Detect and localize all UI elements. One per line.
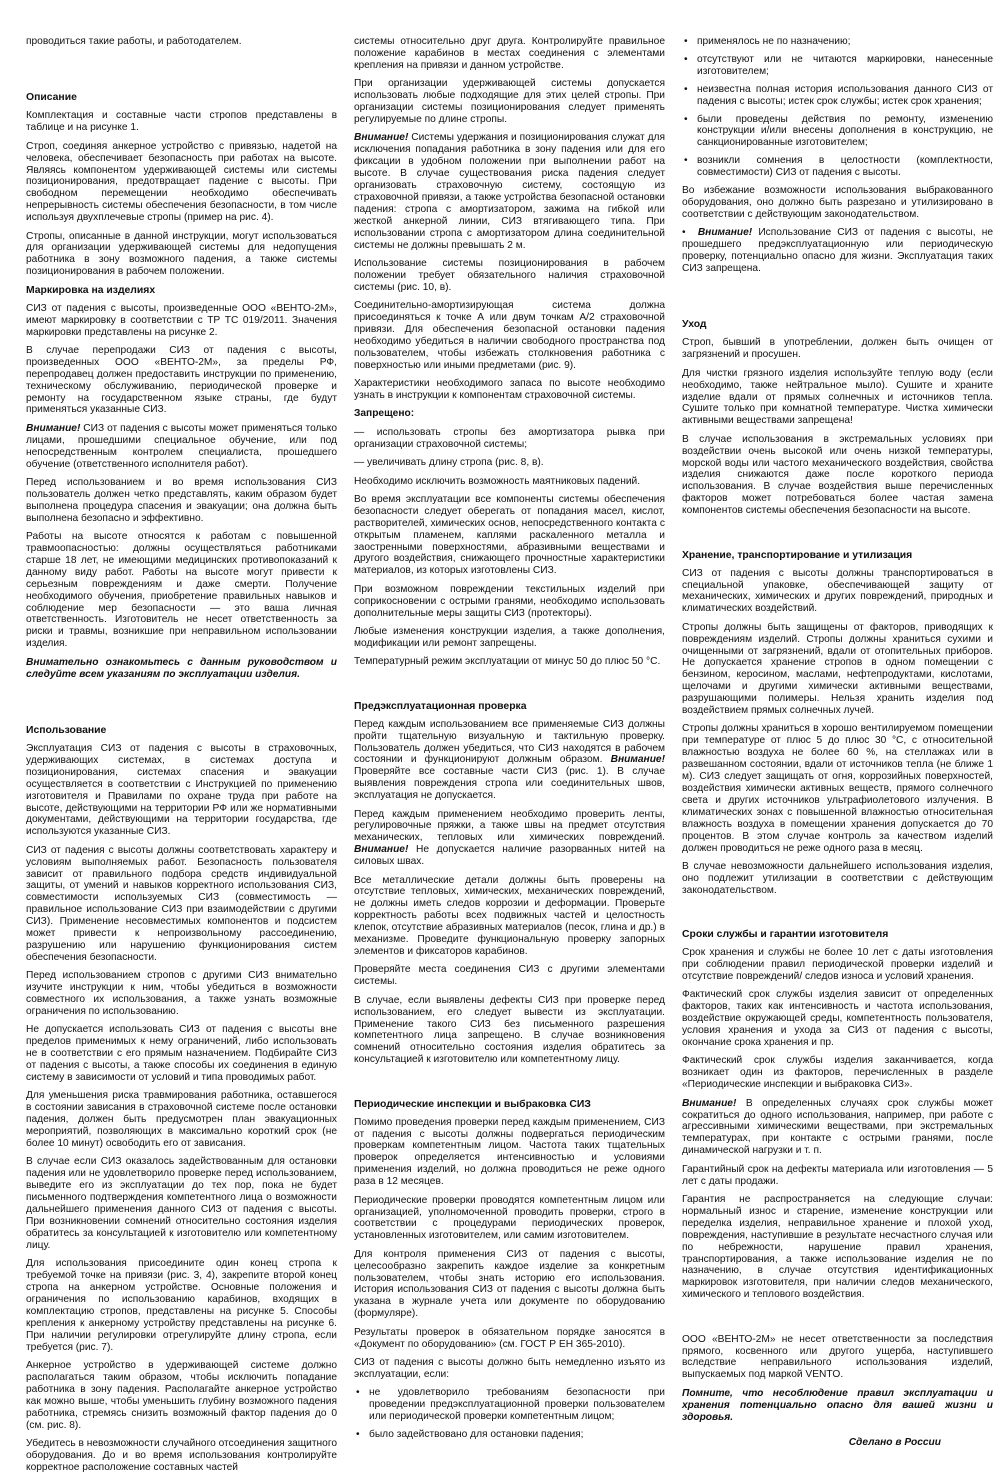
paragraph: Для контроля применения СИЗ от падения с высоты, целесообразно закрепить каждое изделие за конкретным пользователем, чтобы знать историю его использования. История использования СИЗ от падения с высоты должна быть указана в журнале учета или документе по оборудованию (формуляре). — [354, 1248, 665, 1320]
warning-text: Системы удержания и позиционирования служат для исключения попадания работника в зону падения или для его фиксации в удобном положении при выполнении работ на высоте. В случае существования риска падения следует организовать страховочную систему, состоящую из страховочной привязи, а также устройства безопасной остановки падения: стропа с амортизатором, зажима на гибкой или жесткой анкерной линии, СИЗ втягивающего типа. При использовании стропа с амортизатором длина соединительной системы не должны превышать 2 м. — [354, 132, 665, 251]
intro-text: проводиться такие работы, и работодателем. — [26, 36, 242, 47]
paragraph: В случае перепродажи СИЗ от падения с высоты, произведенных ООО «ВЕНТО-2М», за пределы РФ, перепродавец должен предоставить инструкции по применению, техническому обслуживанию, периодической проверке и ремонту на государственном языке страны, где будут применяться указанные СИЗ. — [26, 344, 337, 416]
paragraph: Строп, соединяя анкерное устройство с привязью, надетой на человека, обеспечивает безопасность при работах на высоте. Являясь компонентом удерживающей системы или системы позиционирования, предотвращает падение с высоты. При свободном перемещении необходимо обеспечивать непрерывность системы обеспечения безопасности, в том числе используя двухплечевые стропы (пример на рис. 4). — [26, 140, 337, 224]
paragraph: В случае использования в экстремальных условиях при воздействии очень высокой или очень низкой температуры, морской воды или частого механического воздействия, свойства изделия снижаются даже после короткого периода использования. В случае воздействия выше перечисленных факторов может потребоваться более частая замена компонентов системы обеспечения безопасности на высоте. — [682, 433, 993, 517]
safety-reminder: Помните, что несоблюдение правил эксплуатации и хранения потенциально опасно для вашей жизни и здоровья. — [682, 1387, 993, 1423]
warning-label: Внимание! — [697, 227, 753, 239]
paragraph: Результаты проверок в обязательном порядке заносятся в «Документ по оборудованию» (см. ГОСТ Р ЕН 365-2010). — [354, 1326, 665, 1350]
paragraph: системы относительно друг друга. Контролируйте правильное положение карабинов в местах соединения с элементами крепления на привязи и данном устройстве. — [354, 36, 665, 71]
paragraph: Все металлические детали должны быть проверены на отсутствие тепловых, химических, механических повреждений, не должны иметь следов коррозии и деформации. Проверьте корректность работы всех подвижных частей и целостность клепок, отсутствие абразивных материалов (песок, глина и др.) в механизме. Проведите функциональную проверку запорных элементов и фиксаторов карабинов. — [354, 874, 665, 957]
paragraph: Перед использованием и во время использования СИЗ пользователь должен четко представлять, каким образом будет выполнена процедура спасения и эвакуации; она должна быть выполнена безопасно и эффективно. — [26, 476, 337, 524]
list-item: • были проведены действия по ремонту, изменению конструкции и/или внесены дополнения в конструкцию, не санкционированные изготовителем; — [682, 114, 993, 150]
list-item: • отсутствуют или не читаются маркировки, нанесенные изготовителем; — [682, 54, 993, 78]
paragraph: Комплектация и составные части стропов представлены в таблице и на рисунке 1. — [26, 110, 337, 134]
list-item: • неизвестна полная история использования данного СИЗ от падения с высоты; истек срок службы; истек срок хранения; — [682, 84, 993, 108]
paragraph: Эксплуатация СИЗ от падения с высоты в страховочных, удерживающих системах, в системах доступа и позиционирования, системах спасения и эвакуации осуществляется в соответствии с Инструкцией по применению изготовителя и Правилами по охране труда при работе на высоте, действующими на территории РФ или же нормативными документами, действующими на территории государства, где используются указанные СИЗ. — [26, 742, 337, 838]
heading-storage: Хранение, транспортирование и утилизация — [682, 549, 913, 561]
heading-care: Уход — [682, 319, 707, 331]
paragraph: Убедитесь в невозможности случайного отсоединения защитного оборудования. До и во время использования контролируйте корректное расположение составных частей — [26, 1437, 337, 1473]
paragraph: — использовать стропы без амортизатора рывка при организации страховочной системы; — [354, 426, 665, 450]
paragraph: Фактический срок службы изделия заканчивается, когда возникает один из факторов, перечисленных в разделе «Периодические инспекции и выбраковка СИЗ». — [682, 1055, 993, 1091]
warning-label: Внимание! — [682, 1097, 737, 1109]
paragraph: Во избежание возможности использования выбракованного оборудования, оно должно быть разрезано и утилизировано в соответствии с действующим законодательством. — [682, 185, 993, 220]
paragraph: Для использования присоедините один конец стропа к требуемой точке на привязи (рис. 3, 4), закрепите второй конец стропа на анкерном устройстве. Основные положения и ограничения по использованию карабинов, входящих в комплектацию стропов, представлены на рисунке 5. Способы крепления к анкерному устройству представлены на рисунке 6. При наличии регулировки отрегулируйте длину стропа, если требуется (рис. 7). — [26, 1258, 337, 1353]
warning-label: Внимание! — [610, 754, 665, 766]
warning-text: Использование СИЗ от падения с высоты, не прошедшего предэксплуатационную или периодическую проверку, потенциально опасно для жизни. Эксплуатация таких СИЗ запрещена. — [682, 227, 993, 274]
warning-label: Внимание! — [26, 422, 81, 434]
paragraph: В случае невозможности дальнейшего использования изделия, оно подлежит утилизации в соответствии с действующим законодательством. — [682, 860, 993, 896]
heading-description: Описание — [26, 92, 77, 104]
warning-paragraph — [682, 1098, 993, 1158]
warning-label: Внимание! — [354, 844, 409, 856]
paragraph — [354, 809, 665, 869]
paragraph: Характеристики необходимого запаса по высоте необходимо узнать в инструкции к компонентам страховочной системы. — [354, 378, 665, 401]
heading-usage: Использование — [26, 724, 107, 736]
paragraph: Любые изменения конструкции изделия, а также дополнения, модификации или ремонт запрещены. — [354, 625, 665, 649]
text-part: Перед каждым использованием все применяемые СИЗ должны пройти тщательную визуальную и тактильную проверку. Пользователь должен убедиться, что СИЗ находятся в рабочем состоянии и функционируют должным образом. — [354, 718, 665, 766]
paragraph: СИЗ от падения с высоты должны транспортироваться в специальной упаковке, обеспечивающей защиту от механических, химических и других повреждений, природных и климатических воздействий. — [682, 567, 993, 615]
column-3 — [682, 36, 993, 1449]
paragraph: Периодические проверки проводятся компетентным лицом или организацией, уполномоченной проводить проверки, строго в соответствии с процедурами периодических проверок, установленных изготовителем, или самим изготовителем. — [354, 1194, 665, 1242]
heading-service-life: Сроки службы и гарантии изготовителя — [682, 929, 889, 941]
paragraph: Гарантийный срок на дефекты материала или изготовления — 5 лет с даты продажи. — [682, 1163, 993, 1187]
heading-pre-use-check: Предэксплуатационная проверка — [354, 700, 527, 712]
paragraph: Гарантия не распространяется на следующие случаи: нормальный износ и старение, изменение конструкции или переделка изделия, неправильное хранение и плохой уход, повреждения, наступившие в результате несчастного случая или по небрежности, нарушение правил хранения, транспортирования, а также использование изделия не по назначению, в случае отсутствия идентификационных маркировок изготовителя, при наличии следов механического, химического и теплового воздействия. — [682, 1193, 993, 1301]
paragraph: Использование системы позиционирования в рабочем положении требует обязательного наличия страховочной системы (рис. 10, в). — [354, 257, 665, 293]
paragraph: СИЗ от падения с высоты должно быть немедленно изъято из эксплуатации, если: — [354, 1356, 665, 1380]
heading-periodic-inspection: Периодические инспекции и выбраковка СИЗ — [354, 1098, 591, 1110]
paragraph: Перед использованием стропов с другими СИЗ внимательно изучите инструкции к ним, чтобы убедиться в возможности совместного их использования, а также узнать возможные ограничения по использованию. — [26, 970, 337, 1017]
text-part: Перед каждым применением необходимо проверить ленты, регулировочные пряжки, а также швы на предмет отсутствия механических, тепловых или химических повреждений. — [354, 808, 665, 844]
paragraph: При возможном повреждении текстильных изделий при соприкосновении с острыми гранями, необходимо использовать дополнительные меры защиты СИЗ (протекторы). — [354, 583, 665, 619]
paragraph: Для уменьшения риска травмирования работника, оставшегося в состоянии зависания в страховочной системе после остановки падения, должен быть предусмотрен план эвакуационных мероприятий, позволяющих в максимально короткий срок (не более 10 минут) освободить его от зависания. — [26, 1090, 337, 1150]
list-item: • не удовлетворило требованиям безопасности при проведении предэксплуатационной проверки пользователем или периодической проверки компетентным лицом; — [354, 1387, 665, 1423]
paragraph: Срок хранения и службы не более 10 лет с даты изготовления при соблюдении правил периодической проверки изделий и отсутствие повреждений/ следов износа и условий хранения. — [682, 947, 993, 982]
warning-text: СИЗ от падения с высоты может применяться только лицами, прошедшими специальное обучение, или под непосредственным контролем специалиста, прошедшего обучение (ответственного исполнителя работ). — [26, 422, 337, 470]
paragraph: Помимо проведения проверки перед каждым применением, СИЗ от падения с высоты должны подвергаться периодическим проверкам компетентным лицом. Частота таких тщательных проверок определяется интенсивностью и условиями применения изделий, но должна проводиться не реже одного раза в 12 месяцев. — [354, 1116, 665, 1188]
paragraph: СИЗ от падения с высоты должны соответствовать характеру и условиям выполняемых работ. Безопасность пользователя зависит от правильного подбора средств индивидуальной защиты, от умений и навыков корректного использования СИЗ, совместимости используемых СИЗ (совместимость — правильное использование СИЗ при взаимодействии с другими СИЗ). Применение несовместимых компонентов и подсистем может привести к непроизвольному рассоединению, разрушению или нарушению функционирования систем обеспечения безопасности. — [26, 844, 337, 963]
list-item: • применялось не по назначению; — [682, 36, 993, 48]
warning-label: Внимание! — [354, 132, 409, 144]
paragraph: При организации удерживающей системы допускается использовать любые подходящие для этих целей стропы. При организации системы позиционирования следует применять регулируемые по длине стропы. — [354, 78, 665, 125]
paragraph: Необходимо исключить возможность маятниковых падений. — [354, 475, 641, 487]
warning-paragraph — [682, 227, 993, 275]
bullet-mark: • — [682, 227, 686, 239]
text-part: Не допускается наличие разорванных нитей на силовых швах. — [354, 844, 665, 868]
paragraph: Работы на высоте относятся к работам с повышенной травмоопасностью: должны осуществляться работниками старше 18 лет, не имеющими медицинских противопоказаний к данному виду работ. Работы на высоте могут привести к серьезным повреждениям и даже смерти. Получение необходимого обучения, приобретение правильных навыков и соблюдение мер безопасности — это ваша личная ответственность. Изготовитель не несет ответственность за риски и травмы, возникшие при неправильном использовании изделия. — [26, 531, 337, 650]
liability-disclaimer: ООО «ВЕНТО-2М» не несет ответственности за последствия прямого, косвенного или другого ущерба, наступившего вследствие неправильного использования изделий, выпускаемых под маркой VENTO. — [682, 1333, 993, 1381]
paragraph: Не допускается использовать СИЗ от падения с высоты вне пределов применимых к нему ограничений, либо использовать не в соответствии с его прямым назначением. Подбирайте СИЗ от падения с высоты, а также способы их соединения в единую систему в зависимости от условий и типа проводимых работ. — [26, 1024, 337, 1084]
heading-marking: Маркировка на изделиях — [26, 284, 156, 296]
paragraph: Стропы должны быть защищены от факторов, приводящих к повреждениям изделий. Стропы должны храниться сухими и очищенными от загрязнений, вдали от отопительных приборов. Не допускается хранение стропов в одном помещении с бензином, керосином, маслами, нефтепродуктами, кислотами, щелочами и другими химически активными веществами, разрушающими полимеры. Нельзя хранить изделия под воздействием прямых солнечных лучей. — [682, 621, 993, 717]
paragraph: Стропы должны храниться в хорошо вентилируемом помещении при температуре от плюс 5 до плюс 30 °С, с относительной влажностью воздуха не более 60 %, на стеллажах или в развешанном состоянии, вдали от источников тепла (не ближе 1 м). СИЗ следует защищать от огня, коррозийных поверхностей, воздействия химически активных веществ, прямого солнечного света и других источников ультрафиолетового излучения. В климатических зонах с повышенной влажностью относительная влажность воздуха в помещении хранения допускается до 70 процентов. В этом случае контроль за качеством изделий должен проводиться не реже одного раза в месяц. — [682, 723, 993, 854]
paragraph: Температурный режим эксплуатации от минус 50 до плюс 50 °С. — [354, 656, 661, 668]
list-item: • возникли сомнения в целостности (комплектности, совместимости) СИЗ от падения с высоты. — [682, 155, 993, 179]
paragraph: Для чистки грязного изделия используйте теплую воду (если необходимо, также нейтральное мыло). Сушите и храните изделие вдали от прямых солнечных и источников тепла. Сушите только при комнатной температуре. Чистка химически активными веществами запрещена! — [682, 367, 993, 427]
paragraph: Фактический срок службы изделия зависит от определенных факторов, таких как интенсивность и частота использования, воздействие окружающей среды, компетентность пользователя, условия хранения и ухода за СИЗ от падения с высоты, окончание срока хранения и пр. — [682, 989, 993, 1048]
list-item: • было задействовано для остановки падения; — [354, 1429, 665, 1441]
withdrawal-list — [354, 1387, 665, 1441]
paragraph: Проверяйте места соединения СИЗ с другими элементами системы. — [354, 964, 665, 988]
paragraph — [354, 719, 665, 802]
paragraph: В случае, если выявлены дефекты СИЗ при проверке перед использованием, его следует вывести из эксплуатации. Применение такого СИЗ без письменного разрешения компетентного лица запрещено. В случае возникновения сомнений относительно состояния изделия обратитесь за консультацией к изготовителю или компетентному лицу. — [354, 994, 665, 1066]
warning-paragraph — [26, 423, 337, 471]
warning-paragraph — [354, 132, 665, 251]
warning-text: В определенных случаях срок службы может сократиться до одного использования, например, при работе с агрессивными химическими веществами, при экстремальных температурах, при контакте с острыми гранями, после динамической нагрузки и т. п. — [682, 1097, 993, 1157]
paragraph: Анкерное устройство в удерживающей системе должно располагаться таким образом, чтобы исключить попадание работника в зону падения. Располагайте анкерное устройство как можно выше, чтобы уменьшить глубину возможного падения работника, стремясь снизить возможный фактор падения до 0 (см. рис. 8). — [26, 1359, 337, 1431]
paragraph: Соединительно-амортизирующая система должна присоединяться к точке А или двум точкам А/2 страховочной привязи. Для обеспечения безопасной остановки падения необходимо убедиться в наличии свободного пространства под пользователем, чтобы избежать столкновения работника с поверхностью или иными предметами (рис. 9). — [354, 300, 665, 371]
paragraph: В случае если СИЗ оказалось задействованным для остановки падения или не удовлетворило проверке перед использованием, выведите его из эксплуатации до тех пор, пока не будет письменного подтверждения компетентного лица о возможности дальнейшего применения данного СИЗ от падения с высоты. При возникновении сомнений относительно состояния изделия обратитесь за консультацией к изготовителю или компетентному лицу. — [26, 1156, 337, 1251]
read-manual-notice: Внимательно ознакомьтесь с данным руководством и следуйте всем указаниям по эксплуатации изделия. — [26, 656, 337, 680]
text-part: Проверяйте все составные части СИЗ (рис. 1). В случае выявления повреждения стропа или соединительных швов, эксплуатация не допускается. — [354, 766, 665, 802]
paragraph: СИЗ от падения с высоты, произведенные ООО «ВЕНТО-2М», имеют маркировку в соответствии с ТР ТС 019/2011. Значения маркировки представлены на рисунке 2. — [26, 302, 337, 338]
paragraph: Стропы, описанные в данной инструкции, могут использоваться для организации удерживающей системы для недопущения работника в зону возможного падения, а также системы позиционирования в рабочем положении. — [26, 230, 337, 278]
column-1 — [26, 36, 337, 1473]
paragraph: — увеличивать длину стропа (рис. 8, в). — [354, 457, 544, 469]
made-in-russia: Сделано в России — [848, 1437, 941, 1449]
paragraph: Во время эксплуатации все компоненты системы обеспечения безопасности следует оберегать от попадания масел, кислот, растворителей, химических основ, непосредственного контакта с открытым пламенем, каплями раскаленного металла и заостренными поверхностями, абразивными веществами и другого воздействия, снижающего прочностные характеристики материалов, из которых изготовлены СИЗ. — [354, 493, 665, 577]
withdrawal-list-continued — [682, 36, 993, 179]
forbidden-heading: Запрещено: — [354, 408, 415, 420]
paragraph: Строп, бывший в употреблении, должен быть очищен от загрязнений и просушен. — [682, 337, 993, 361]
column-2 — [354, 36, 665, 1440]
